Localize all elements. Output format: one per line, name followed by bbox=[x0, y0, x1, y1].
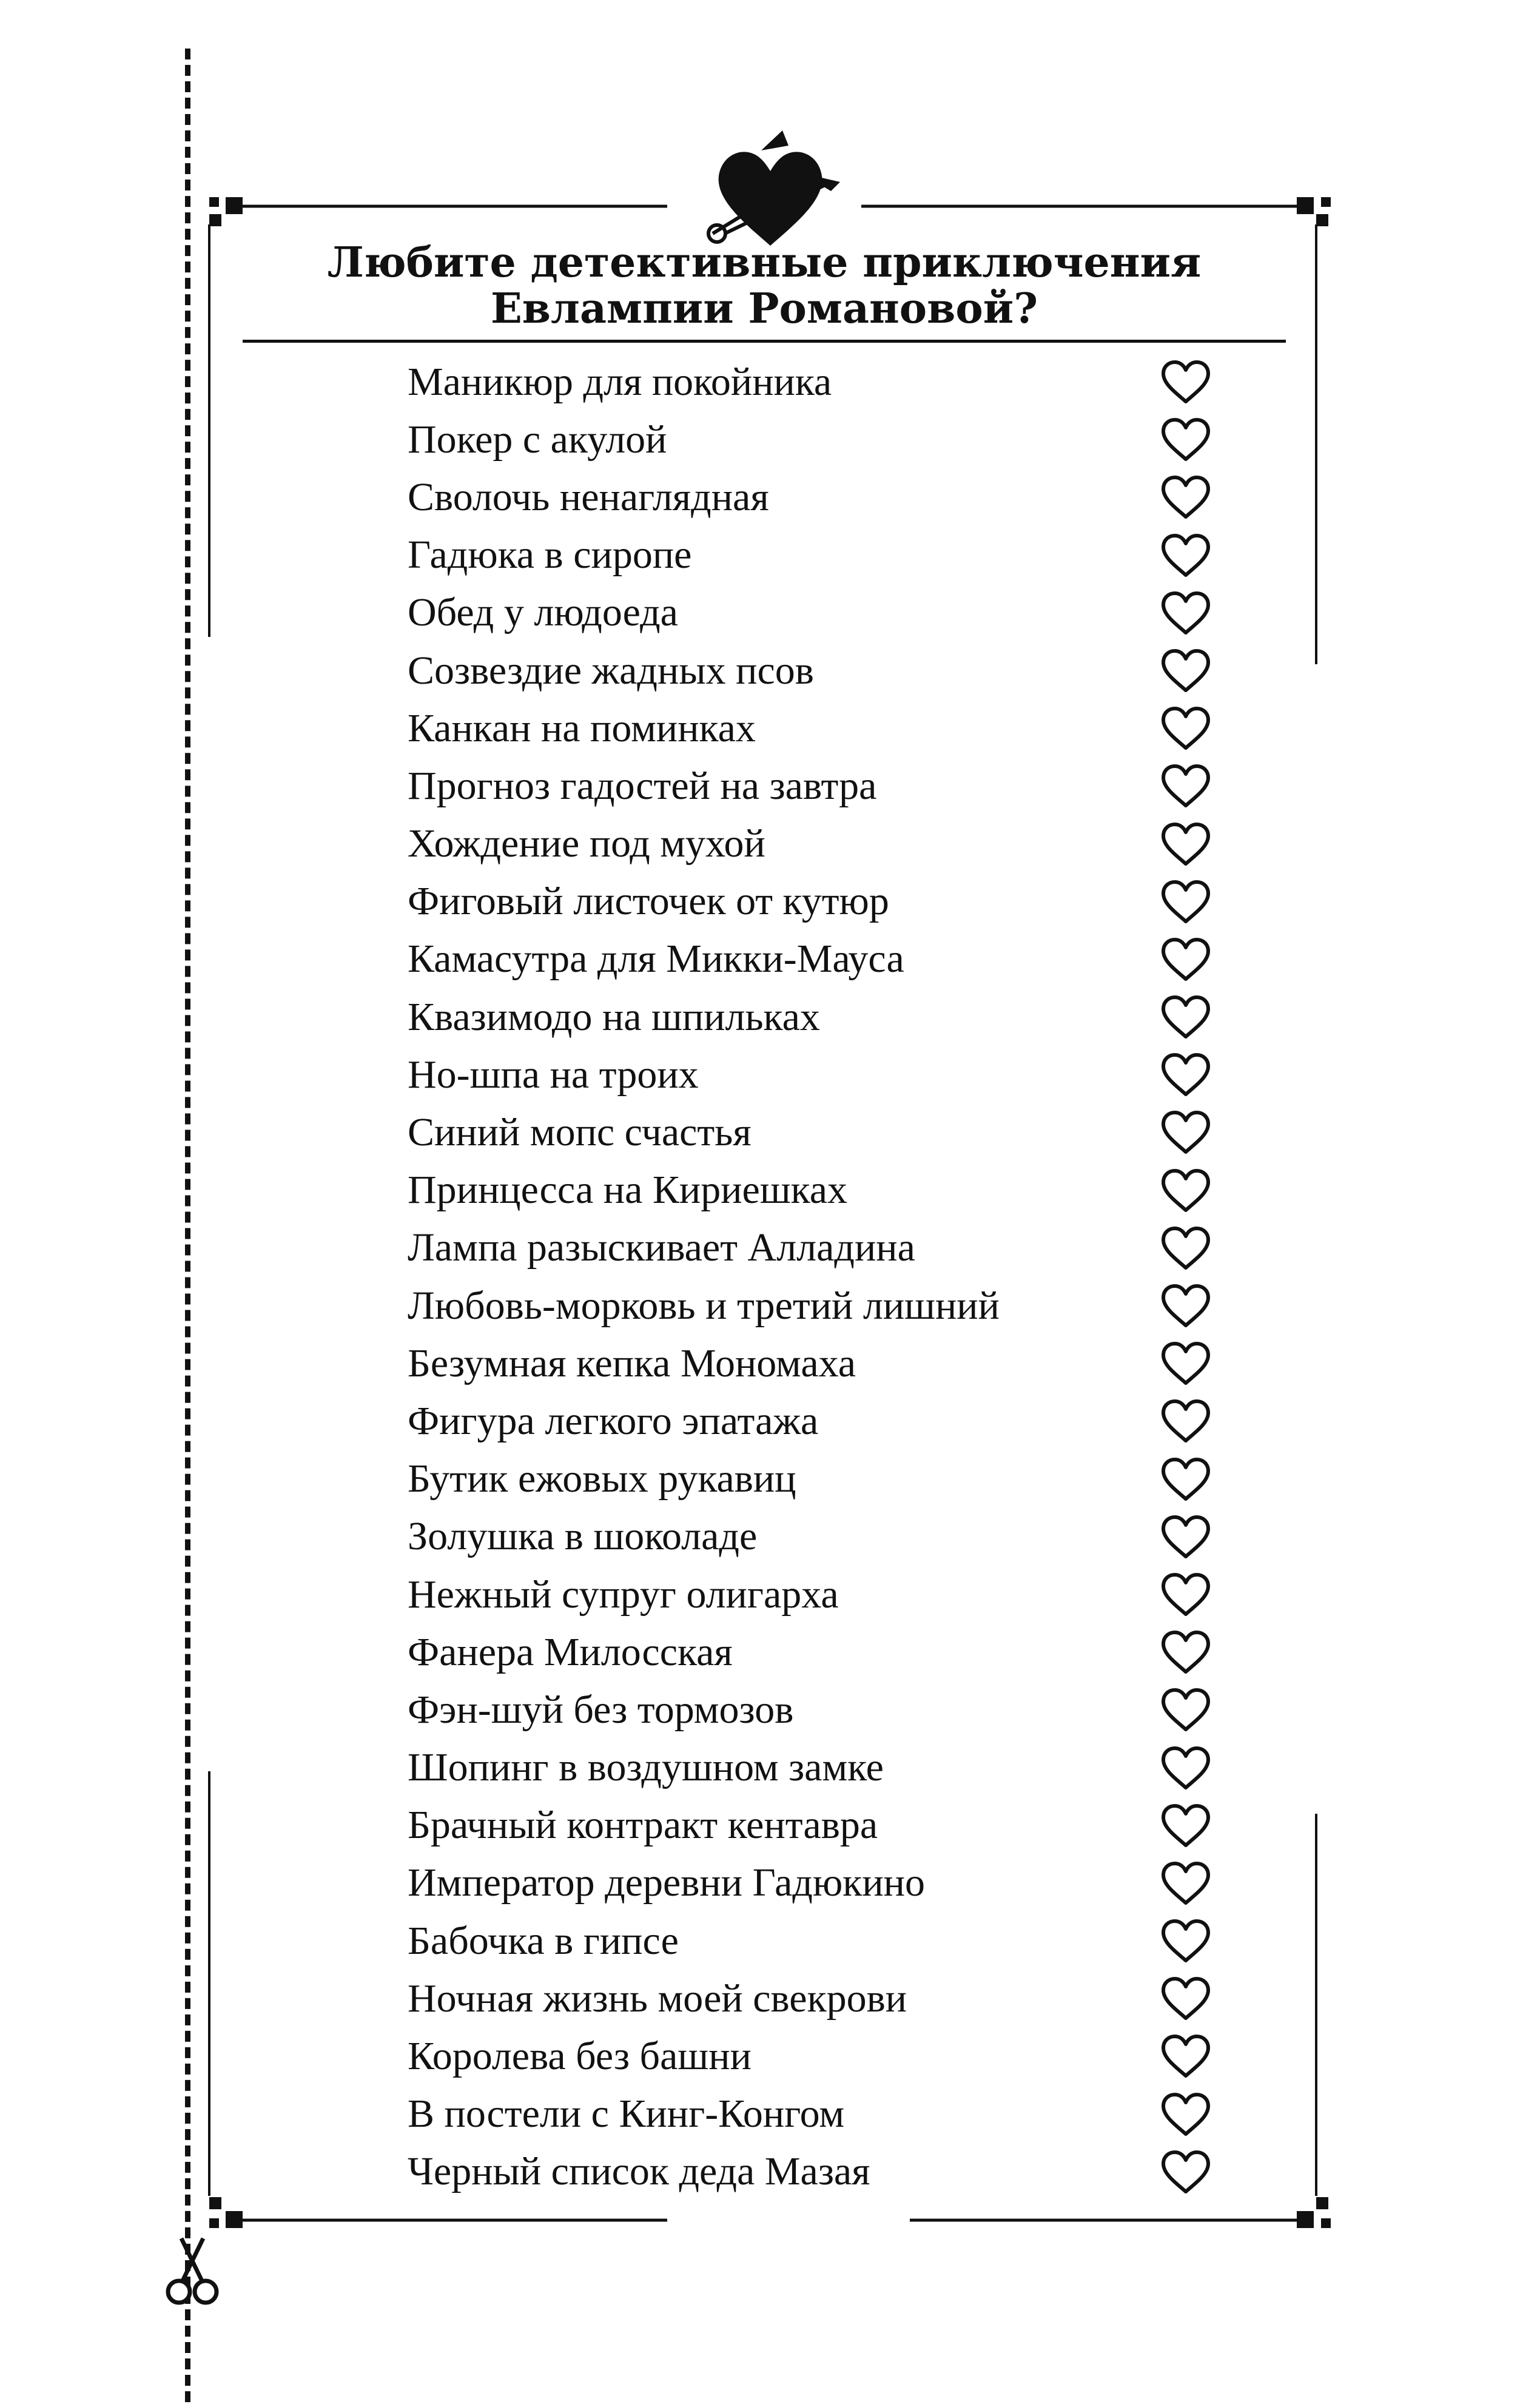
list-item bbox=[408, 1970, 1257, 2027]
book-title: Золушка в шоколаде bbox=[408, 1514, 758, 1559]
corner-ornament-top-right bbox=[1297, 197, 1331, 226]
book-title: Фанера Милосская bbox=[408, 1629, 733, 1674]
list-item bbox=[408, 1103, 1257, 1161]
heart-outline-icon[interactable] bbox=[1160, 1109, 1212, 1156]
corner-ornament-bottom-right bbox=[1297, 2197, 1331, 2228]
list-item bbox=[408, 353, 1257, 411]
list-item bbox=[408, 2027, 1257, 2085]
list-item bbox=[408, 931, 1257, 988]
list-item bbox=[408, 1277, 1257, 1335]
list-item bbox=[408, 1854, 1257, 1912]
book-title: Маникюр для покойника bbox=[408, 359, 832, 404]
title-line-1: Любите детективные приключения bbox=[327, 238, 1202, 287]
list-item bbox=[408, 527, 1257, 584]
list-item bbox=[408, 1392, 1257, 1450]
list-item bbox=[408, 468, 1257, 526]
list-item bbox=[408, 584, 1257, 642]
list-item bbox=[408, 1681, 1257, 1739]
book-title: Фигура легкого эпатажа bbox=[408, 1398, 819, 1443]
list-item bbox=[408, 699, 1257, 757]
list-item bbox=[408, 873, 1257, 931]
book-title: Сволочь ненаглядная bbox=[408, 474, 769, 519]
list-item bbox=[408, 1623, 1257, 1681]
heart-outline-icon[interactable] bbox=[1160, 879, 1212, 925]
title-line-2: Евлампии Романовой? bbox=[490, 284, 1038, 333]
list-item bbox=[408, 1797, 1257, 1854]
heart-outline-icon[interactable] bbox=[1160, 1283, 1212, 1329]
book-title: Бабочка в гипсе bbox=[408, 1918, 679, 1963]
heart-outline-icon[interactable] bbox=[1160, 1398, 1212, 1444]
heart-outline-icon[interactable] bbox=[1160, 648, 1212, 694]
book-title: Королева без башни bbox=[408, 2034, 752, 2079]
list-item bbox=[408, 411, 1257, 468]
book-title: Бутик ежовых рукавиц bbox=[408, 1456, 796, 1501]
list-item bbox=[408, 757, 1257, 815]
heart-outline-icon[interactable] bbox=[1160, 1456, 1212, 1503]
book-title: Прогноз гадостей на завтра bbox=[408, 763, 877, 808]
heart-outline-icon[interactable] bbox=[1160, 1225, 1212, 1271]
book-title: Фиговый листочек от кутюр bbox=[408, 879, 889, 924]
book-title: Камасутра для Микки-Мауса bbox=[408, 937, 904, 981]
list-item bbox=[408, 1219, 1257, 1277]
list-item bbox=[408, 1046, 1257, 1103]
heart-with-safety-pin-icon bbox=[708, 130, 840, 246]
book-title: Покер с акулой bbox=[408, 417, 667, 462]
list-item bbox=[408, 1335, 1257, 1392]
book-title: Ночная жизнь моей свекрови bbox=[408, 1976, 907, 2021]
heart-outline-icon[interactable] bbox=[1160, 1341, 1212, 1387]
heart-outline-icon[interactable] bbox=[1160, 590, 1212, 636]
book-title: Безумная кепка Мономаха bbox=[408, 1341, 856, 1385]
book-title: Канкан на поминках bbox=[408, 705, 756, 750]
heart-outline-icon[interactable] bbox=[1160, 1803, 1212, 1849]
book-title: Созвездие жадных псов bbox=[408, 648, 814, 693]
list-item bbox=[408, 642, 1257, 699]
list-item bbox=[408, 1912, 1257, 1970]
corner-ornament-bottom-left bbox=[209, 2197, 243, 2228]
book-title: Лампа разыскивает Алладина bbox=[408, 1225, 915, 1270]
book-title: Любовь-морковь и третий лишний bbox=[408, 1283, 1000, 1328]
heart-outline-icon[interactable] bbox=[1160, 2033, 1212, 2079]
heart-outline-icon[interactable] bbox=[1160, 2149, 1212, 2195]
heart-outline-icon[interactable] bbox=[1160, 1860, 1212, 1907]
heart-outline-icon[interactable] bbox=[1160, 1976, 1212, 2022]
book-title: Но-шпа на троих bbox=[408, 1052, 699, 1097]
heart-outline-icon[interactable] bbox=[1160, 1629, 1212, 1675]
list-item bbox=[408, 815, 1257, 873]
heart-outline-icon[interactable] bbox=[1160, 763, 1212, 809]
heart-outline-icon[interactable] bbox=[1160, 417, 1212, 463]
heart-outline-icon[interactable] bbox=[1160, 705, 1212, 752]
heart-outline-icon[interactable] bbox=[1160, 994, 1212, 1040]
heart-outline-icon[interactable] bbox=[1160, 1918, 1212, 1964]
heart-outline-icon[interactable] bbox=[1160, 1514, 1212, 1560]
book-title: Брачный контракт кентавра bbox=[408, 1803, 878, 1848]
heart-outline-icon[interactable] bbox=[1160, 359, 1212, 405]
book-title: Император деревни Гадюкино bbox=[408, 1860, 925, 1905]
heart-outline-icon[interactable] bbox=[1160, 533, 1212, 579]
heart-outline-icon[interactable] bbox=[1160, 937, 1212, 983]
page-title bbox=[243, 240, 1286, 332]
list-item bbox=[408, 2086, 1257, 2143]
heart-outline-icon[interactable] bbox=[1160, 1687, 1212, 1733]
list-item bbox=[408, 1566, 1257, 1623]
book-title: Гадюка в сиропе bbox=[408, 533, 692, 577]
book-checklist bbox=[408, 353, 1257, 2201]
list-item bbox=[408, 1450, 1257, 1508]
book-title: Квазимодо на шпильках bbox=[408, 994, 820, 1039]
list-item bbox=[408, 1162, 1257, 1219]
list-item bbox=[408, 2143, 1257, 2201]
heart-outline-icon[interactable] bbox=[1160, 1052, 1212, 1098]
heart-outline-icon[interactable] bbox=[1160, 474, 1212, 520]
heart-outline-icon[interactable] bbox=[1160, 821, 1212, 867]
book-title: Хождение под мухой bbox=[408, 821, 765, 866]
heart-outline-icon[interactable] bbox=[1160, 1168, 1212, 1214]
scissors-icon bbox=[168, 2238, 217, 2303]
heart-outline-icon[interactable] bbox=[1160, 1572, 1212, 1618]
corner-ornament-top-left bbox=[209, 197, 243, 226]
book-title: Нежный супруг олигарха bbox=[408, 1572, 839, 1617]
book-title: Шопинг в воздушном замке bbox=[408, 1745, 884, 1790]
book-title: Обед у людоеда bbox=[408, 590, 678, 635]
book-title: В постели с Кинг-Конгом bbox=[408, 2092, 845, 2136]
book-title: Синий мопс счастья bbox=[408, 1110, 752, 1155]
heart-outline-icon[interactable] bbox=[1160, 2092, 1212, 2138]
book-title: Черный список деда Мазая bbox=[408, 2149, 870, 2194]
list-item bbox=[408, 1508, 1257, 1566]
list-item bbox=[408, 1739, 1257, 1797]
title-divider bbox=[243, 340, 1286, 343]
book-title: Фэн-шуй без тормозов bbox=[408, 1687, 794, 1732]
heart-outline-icon[interactable] bbox=[1160, 1745, 1212, 1791]
book-title: Принцесса на Кириешках bbox=[408, 1168, 848, 1213]
list-item bbox=[408, 988, 1257, 1046]
